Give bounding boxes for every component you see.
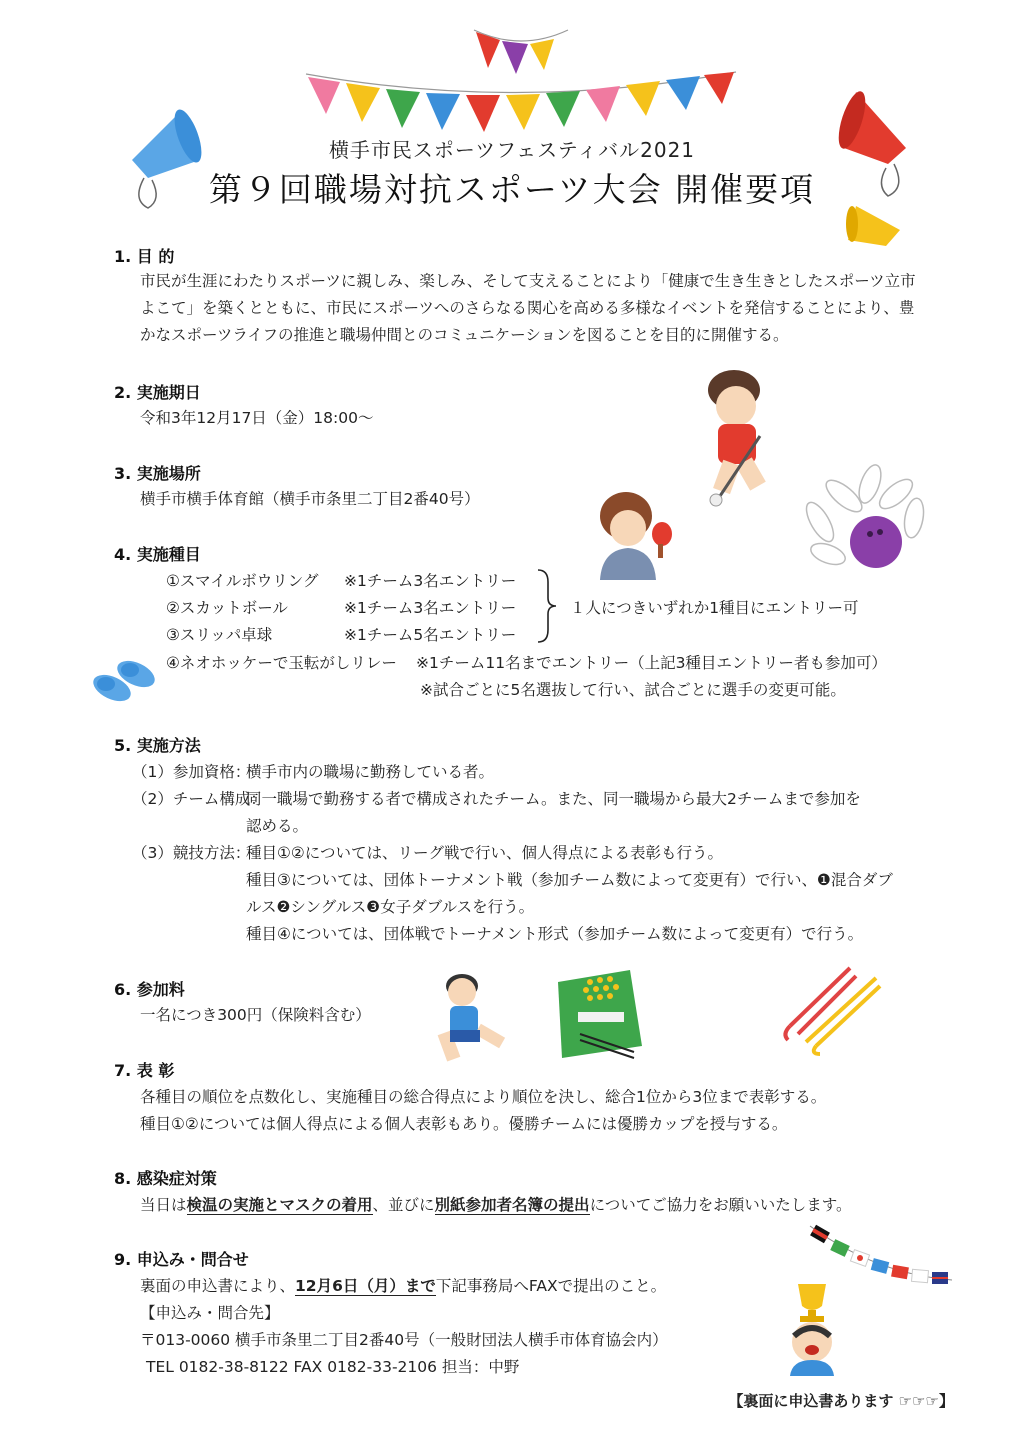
- method-label-team: （2）チーム構成：: [132, 790, 266, 808]
- contact-title: 【申込み・問合先】: [140, 1304, 280, 1322]
- purpose-line: かなスポーツライフの推進と職場仲間とのコミュニケーションを図ることを目的に開催する。: [140, 326, 789, 344]
- scat-ball-board-icon: [550, 962, 646, 1062]
- method-competition-text: ルス❷シングルス❸女子ダブルスを行う。: [246, 898, 535, 916]
- participation-fee: 一名につき300円（保険料含む）: [140, 1006, 371, 1024]
- bunting-icon: [296, 22, 746, 132]
- infection-text: についてご協力をお願いいたします。: [589, 1196, 852, 1214]
- section-events-heading: 4. 実施種目: [114, 545, 201, 564]
- event-name-bowling: ①スマイルボウリング: [166, 572, 319, 590]
- section-application-heading: 9. 申込み・問合せ: [114, 1250, 249, 1269]
- event-name-slipper-pingpong: ③スリッパ卓球: [166, 626, 273, 644]
- awards-line: 種目①②については個人得点による個人表彰もあり。優勝チームには優勝カップを授与する。: [140, 1115, 788, 1133]
- hockey-girl-icon: [690, 366, 786, 512]
- application-deadline: 12月6日（月）まで: [295, 1277, 436, 1295]
- event-venue: 横手市横手体育館（横手市条里二丁目2番40号）: [140, 490, 480, 508]
- method-team-text: 認める。: [246, 817, 309, 835]
- entry-rule-note: １人につきいずれか1種目にエントリー可: [570, 599, 859, 617]
- infection-highlight-roster: 別紙参加者名簿の提出: [434, 1196, 590, 1214]
- event-name-scatball: ②スカットボール: [166, 599, 288, 617]
- method-team-text: 同一職場で勤務する者で構成されたチーム。また、同一職場から最大2チームまで参加を: [246, 790, 861, 808]
- brace-icon: [534, 568, 558, 644]
- infection-text: 当日は: [140, 1196, 187, 1214]
- relay-note: ※試合ごとに5名選抜して行い、試合ごとに選手の変更可能。: [420, 681, 846, 699]
- event-entry-slipper-pingpong: ※1チーム5名エントリー: [344, 626, 517, 644]
- infection-measures: [140, 1193, 852, 1215]
- page-title: 第９回職場対抗スポーツ大会 開催要項: [208, 170, 816, 209]
- section-purpose-heading: 1. 目 的: [114, 247, 175, 266]
- infection-highlight-temperature-mask: 検温の実施とマスクの着用: [186, 1196, 373, 1214]
- section-method-heading: 5. 実施方法: [114, 736, 201, 755]
- section-infection-heading: 8. 感染症対策: [114, 1169, 217, 1188]
- method-eligibility-text: 横手市内の職場に勤務している者。: [246, 763, 495, 781]
- back-side-note: 【裏面に申込書あります ☞☞☞】: [728, 1392, 954, 1410]
- section-venue-heading: 3. 実施場所: [114, 464, 201, 483]
- application-text: 下記事務局へFAXで提出のこと。: [435, 1277, 667, 1295]
- method-label-competition: （3）競技方法：: [132, 844, 251, 862]
- event-name-relay: ④ネオホッケーで玉転がしリレー: [166, 654, 397, 672]
- section-purpose-body: [140, 268, 930, 349]
- slippers-icon: [86, 654, 162, 714]
- event-entry-scatball: ※1チーム3名エントリー: [344, 599, 517, 617]
- purpose-line: 市民が生涯にわたりスポーツに親しみ、楽しみ、そして支えることにより「健康で生き生きとしたスポーツ立市: [140, 272, 916, 290]
- infection-text: 、並びに: [372, 1196, 435, 1214]
- method-competition-text: 種目③については、団体トーナメント戦（参加チーム数によって変更有）で行い、❶混合ダブ: [246, 871, 893, 889]
- event-date: 令和3年12月17日（金）18:00〜: [140, 409, 374, 427]
- event-entry-bowling: ※1チーム3名エントリー: [344, 572, 517, 590]
- contact-phone-fax: TEL 0182-38-8122 FAX 0182-33-2106 担当：中野: [146, 1358, 520, 1376]
- application-text: 裏面の申込書により、: [140, 1277, 296, 1295]
- application-instructions: [140, 1274, 666, 1296]
- contact-address: 〒013-0060 横手市条里二丁目2番40号（一般財団法人横手市体育協会内）: [140, 1331, 668, 1349]
- trophy-boy-icon: [772, 1280, 852, 1376]
- purpose-line: よこて」を築くとともに、市民にスポーツへのさらなる関心を高める多様なイベントを発信することにより、豊: [140, 299, 915, 317]
- section-fee-heading: 6. 参加料: [114, 980, 185, 999]
- method-competition-text: 種目①②については、リーグ戦で行い、個人得点による表彰も行う。: [246, 844, 723, 862]
- method-competition-text: 種目④については、団体戦でトーナメント形式（参加チーム数によって変更有）で行う。: [246, 925, 864, 943]
- event-subtitle: 横手市民スポーツフェスティバル2021: [328, 138, 696, 162]
- section-awards-heading: 7. 表 彰: [114, 1061, 175, 1080]
- method-label-eligibility: （1）参加資格：: [132, 763, 251, 781]
- section-date-heading: 2. 実施期日: [114, 383, 201, 402]
- pingpong-woman-icon: [592, 488, 676, 580]
- bowling-pins-icon: [800, 462, 930, 577]
- awards-line: 各種目の順位を点数化し、実施種目の総合得点により順位を決し、総合1位から3位まで表彰する。: [140, 1088, 827, 1106]
- hockey-sticks-icon: [776, 962, 886, 1056]
- event-entry-relay: ※1チーム11名までエントリー（上記3種目エントリー者も参加可）: [416, 654, 887, 672]
- stretching-boy-icon: [432, 970, 512, 1066]
